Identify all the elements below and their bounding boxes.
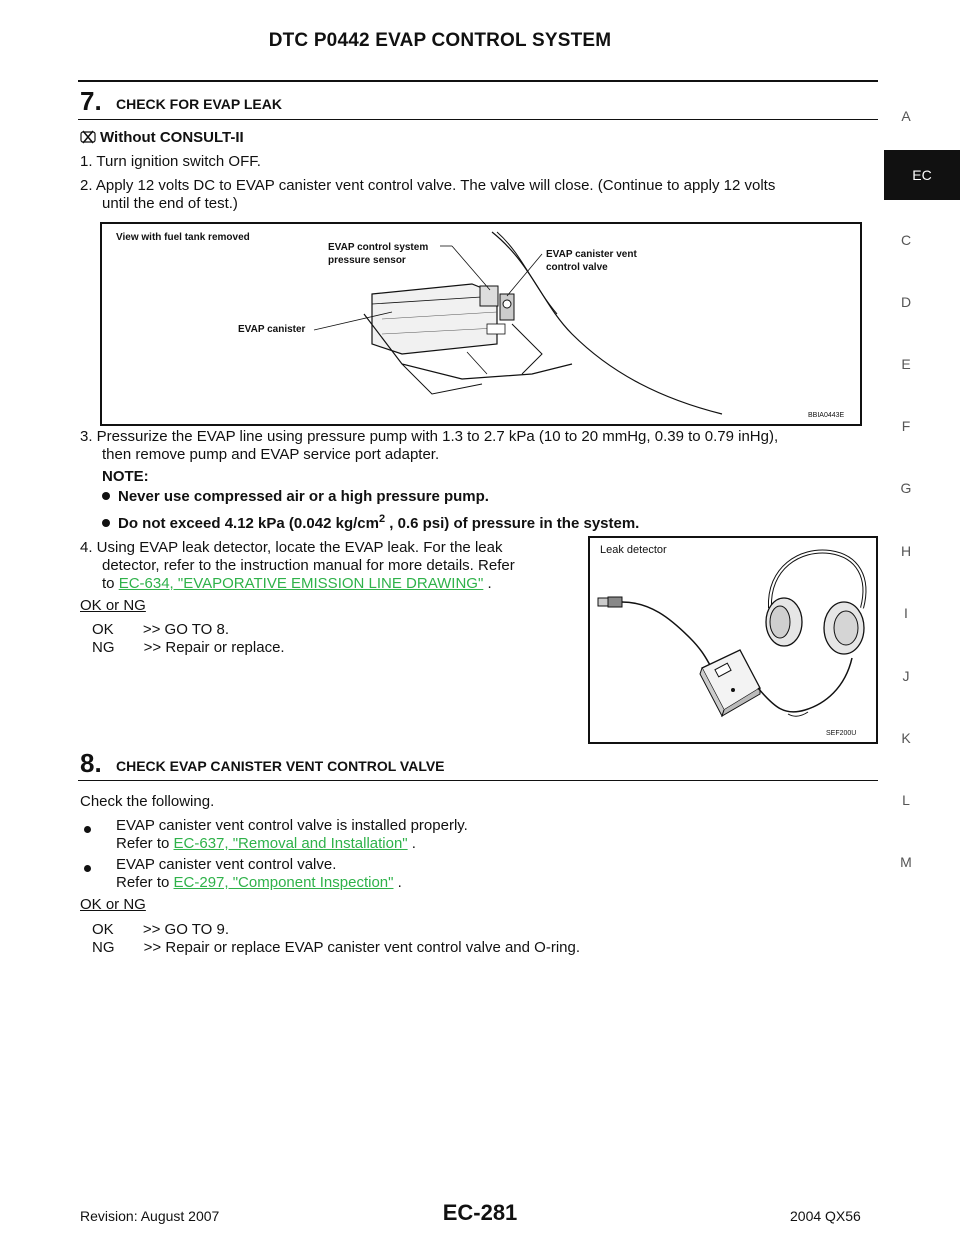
side-index-m[interactable]: M (900, 854, 912, 870)
footer-model: 2004 QX56 (790, 1208, 861, 1224)
step8-bullet-1-line2 (116, 834, 416, 853)
note-item-2-text-a: Do not exceed 4.12 kPa (0.042 kg/cm (118, 515, 379, 532)
step7-ok-line: OK >> GO TO 8. (92, 621, 229, 638)
note-label: NOTE: (102, 468, 149, 485)
footer-page-number: EC-281 (442, 1200, 518, 1225)
step7-item-2-line1: 2. Apply 12 volts DC to EVAP canister vent control valve. The valve will close. (Continue to apply 12 volts (80, 177, 776, 194)
note-item-1-text: Never use compressed air or a high pressure pump. (118, 488, 489, 505)
mode-label: Without CONSULT-II (100, 129, 244, 146)
step7-item-2-line2: until the end of test.) (102, 195, 238, 212)
side-index-e[interactable]: E (901, 356, 911, 372)
step7-ng-line: NG >> Repair or replace. (92, 639, 285, 656)
side-index-a[interactable]: A (901, 108, 911, 124)
side-index-k[interactable]: K (901, 730, 911, 746)
side-index-i[interactable]: I (904, 605, 908, 621)
side-index-h[interactable]: H (900, 543, 912, 559)
b2-suffix: . (393, 874, 402, 891)
bullet-icon (84, 860, 99, 878)
step8-ng-line: NG >> Repair or replace EVAP canister vent control valve and O-ring. (92, 939, 581, 956)
figure1-code: BBIA0443E (808, 412, 845, 419)
bullet-icon (84, 821, 99, 839)
figure1-label-canister: EVAP canister (238, 324, 306, 335)
note-item-2-text-b: , 0.6 psi) of pressure in the system. (385, 515, 640, 532)
figure1-view-label: View with fuel tank removed (116, 232, 250, 243)
figure1-label-sensor-1: EVAP control system (328, 242, 429, 253)
link-ec-634[interactable]: EC-634, "EVAPORATIVE EMISSION LINE DRAWING" (118, 575, 484, 592)
step8-title: CHECK EVAP CANISTER VENT CONTROL VALVE (116, 758, 445, 774)
leak-detector-illustration (590, 538, 876, 742)
side-index-l[interactable]: L (902, 792, 910, 808)
step7-item-3-line2: then remove pump and EVAP service port adapter. (102, 446, 440, 463)
evap-canister-illustration (102, 224, 860, 424)
figure2-label: Leak detector (600, 544, 667, 556)
step8-bullet-2-line2 (116, 873, 402, 892)
item4-suffix: . (483, 575, 492, 592)
side-index-d[interactable]: D (900, 294, 912, 310)
step7-title: CHECK FOR EVAP LEAK (116, 96, 282, 112)
b1-suffix: . (407, 835, 416, 852)
step8-number: 8. (80, 748, 102, 778)
bullet-icon (102, 519, 110, 527)
step7-item-3-line1: 3. Pressurize the EVAP line using pressure pump with 1.3 to 2.7 kPa (10 to 20 mmHg, 0.39 to 0.79 inHg), (80, 428, 779, 445)
side-index-c[interactable]: C (900, 232, 912, 248)
figure1-label-valve-2: control valve (546, 262, 608, 273)
step7-okng-label: OK or NG (80, 597, 146, 614)
step8-rule (78, 780, 878, 781)
step8-bullet-2-line1: EVAP canister vent control valve. (116, 856, 337, 873)
step7-item-4-line1: 4. Using EVAP leak detector, locate the EVAP leak. For the leak (80, 539, 503, 556)
page-title: DTC P0442 EVAP CONTROL SYSTEM (268, 30, 612, 51)
side-index-j[interactable]: J (902, 668, 910, 684)
footer-revision: Revision: August 2007 (80, 1208, 220, 1224)
figure2-code: SEF200U (826, 730, 857, 737)
item4-prefix: to (102, 575, 119, 592)
b1-prefix: Refer to (116, 835, 174, 852)
figure1-label-valve-1: EVAP canister vent (546, 249, 637, 260)
side-index-f[interactable]: F (901, 418, 911, 434)
side-index-ec-active[interactable]: EC (884, 150, 960, 200)
step8-bullet-1-line1: EVAP canister vent control valve is installed properly. (116, 817, 468, 834)
figure1-label-sensor-2: pressure sensor (328, 255, 406, 266)
step7-rule (78, 119, 878, 120)
step8-intro: Check the following. (80, 793, 215, 810)
link-ec-297[interactable]: EC-297, "Component Inspection" (173, 874, 394, 891)
step7-item-4-line2: detector, refer to the instruction manual for more details. Refer (102, 557, 515, 574)
side-index-g[interactable]: G (900, 480, 912, 496)
bullet-icon (102, 492, 110, 500)
note-item-2-superscript: 2 (378, 513, 386, 525)
b2-prefix: Refer to (116, 874, 174, 891)
note-item-1 (102, 487, 489, 506)
no-consult-icon (80, 129, 96, 150)
link-ec-637[interactable]: EC-637, "Removal and Installation" (173, 835, 408, 852)
leak-detector-figure (588, 536, 878, 744)
step7-item-1: 1. Turn ignition switch OFF. (80, 153, 261, 170)
step8-ok-line: OK >> GO TO 9. (92, 921, 229, 938)
header-rule (78, 80, 878, 82)
evap-canister-figure (100, 222, 862, 426)
note-item-2 (102, 510, 639, 533)
step8-okng-label: OK or NG (80, 896, 146, 913)
step7-item-4-line3 (102, 574, 492, 593)
step7-number: 7. (80, 86, 102, 116)
